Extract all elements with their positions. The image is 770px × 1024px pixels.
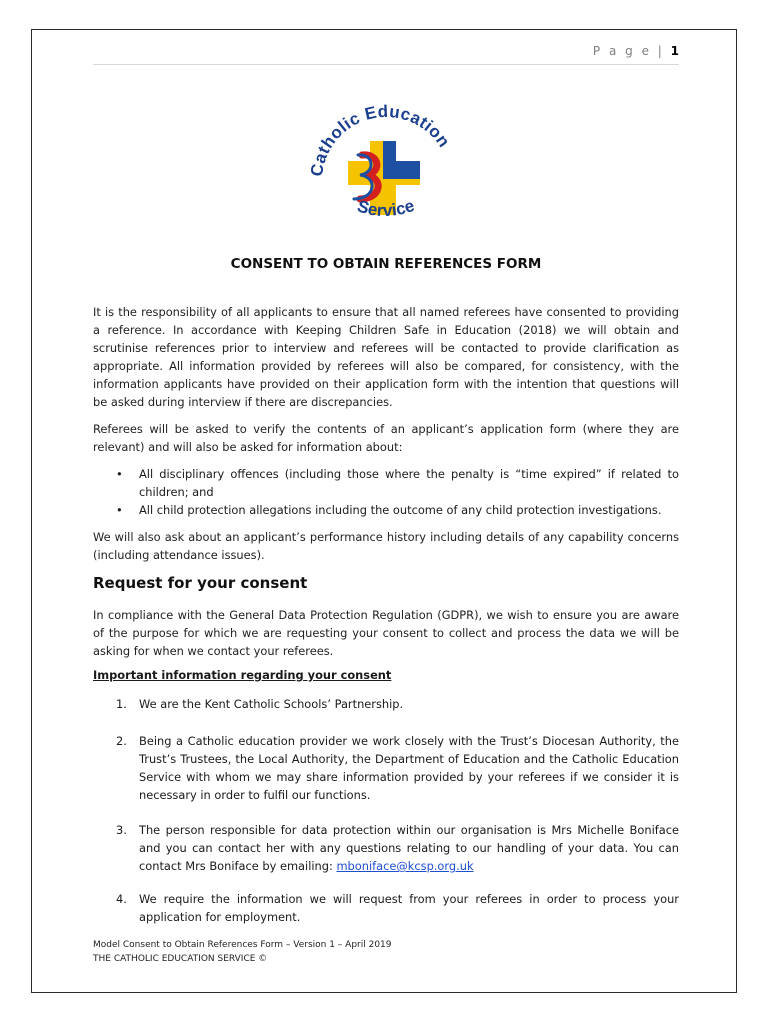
bullet-dot: • — [116, 467, 123, 481]
footer-line-copyright: THE CATHOLIC EDUCATION SERVICE © — [93, 954, 268, 964]
footer — [93, 938, 392, 966]
item-number: 3. — [116, 823, 127, 837]
gdpr-paragraph: In compliance with the General Data Protection Regulation (GDPR), we wish to ensure you are aware of the purpose for which we are requesting your consent to collect and process the data we will be asking for when we contact your referees. — [93, 608, 679, 658]
email-link[interactable]: mboniface@kcsp.org.uk — [336, 859, 474, 873]
item-text: We are the Kent Catholic Schools’ Partnership. — [139, 697, 404, 711]
bullet-dot: • — [116, 503, 123, 517]
verification-paragraph: Referees will be asked to verify the contents of an applicant’s application form (where they are relevant) and will also be asked for information about: — [93, 422, 679, 454]
performance-paragraph: We will also ask about an applicant’s performance history including details of any capability concerns (including attendance issues). — [93, 530, 679, 562]
logo-text-top: Catholic Education — [307, 103, 454, 178]
section-heading: Request for your consent — [93, 574, 308, 592]
catholic-education-service-logo — [300, 103, 470, 233]
logo-text-bottom: Service — [355, 195, 417, 221]
page-header — [93, 44, 679, 65]
page-number: 1 — [670, 44, 679, 58]
page-label: P a g e | — [592, 44, 665, 58]
item-text: We require the information we will request from your referees in order to process your application for employment. — [139, 892, 679, 924]
item-number: 2. — [116, 734, 127, 748]
logo-blue-arm — [396, 161, 420, 179]
bullet-list — [93, 465, 679, 519]
logo-blue-block — [383, 141, 396, 179]
bullet-item — [93, 501, 679, 519]
item-text: The person responsible for data protection within our organisation is Mrs Michelle Boniface and you can contact her with any questions relating to our handling of your data. You can contact Mrs Boniface by emailing: — [139, 823, 679, 873]
bullet-text: All disciplinary offences (including those where the penalty is “time expired” if related to children; and — [139, 467, 679, 499]
item-number: 1. — [116, 697, 127, 711]
bullet-text: All child protection allegations including the outcome of any child protection investigations. — [139, 503, 662, 517]
subheading: Important information regarding your consent — [93, 668, 392, 682]
item-number: 4. — [116, 892, 127, 906]
item-text: Being a Catholic education provider we work closely with the Trust’s Diocesan Authority, the Trust’s Trustees, the Local Authority, the Department of Education and the Catholic Education Service with whom we may share information provided by your referees if we consider it is necessary in order to fulfil our functions. — [139, 734, 679, 802]
footer-line-version: Model Consent to Obtain References Form – Version 1 – April 2019 — [93, 940, 392, 950]
form-title: CONSENT TO OBTAIN REFERENCES FORM — [230, 256, 542, 272]
intro-paragraph: It is the responsibility of all applicants to ensure that all named referees have consented to providing a reference. In accordance with Keeping Children Safe in Education (2018) we will obtain and scrutinise references prior to interview and referees will be contacted to provide clarification as appropriate. All information provided by referees will also be compared, for consistency, with the information applicants have provided on their application form with the intention that questions will be asked during interview if there are discrepancies. — [93, 305, 679, 409]
item-text-with-email — [139, 821, 679, 875]
bullet-item — [93, 465, 679, 501]
